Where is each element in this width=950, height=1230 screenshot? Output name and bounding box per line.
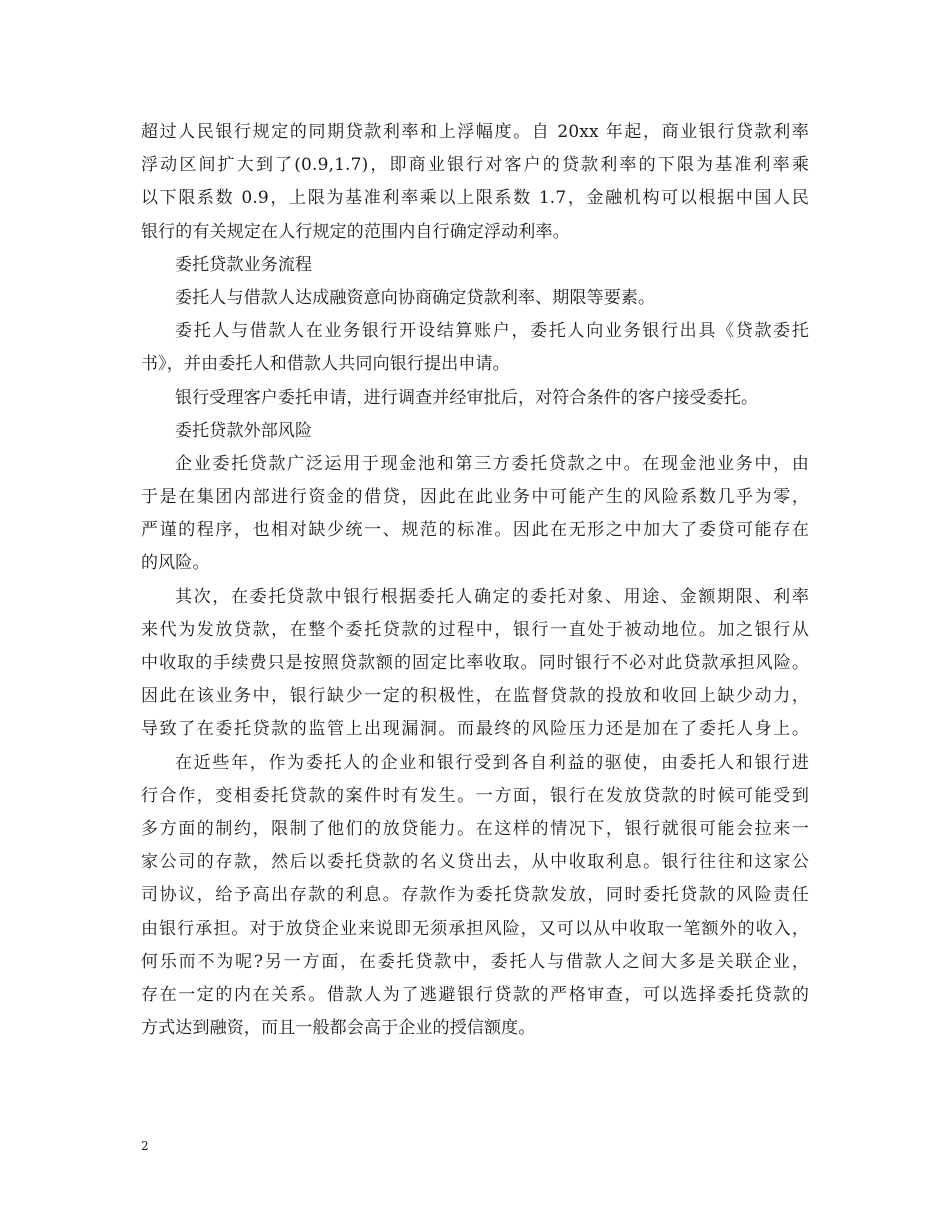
text-line: 其次，在委托贷款中银行根据委托人确定的委托对象、用途、金额期限、利率 — [175, 586, 809, 607]
text-line: 家公司的存款，然后以委托贷款的名义贷出去，从中收取利息。银行往往和这家公 — [141, 852, 809, 873]
text-line: 在近些年，作为委托人的企业和银行受到各自利益的驱使，由委托人和银行进 — [175, 752, 809, 773]
text-line: 多方面的制约，限制了他们的放贷能力。在这样的情况下，银行就很可能会拉来一 — [141, 818, 809, 839]
section-heading: 委托贷款外部风险 — [175, 420, 313, 441]
text-line: 委托人与借款人在业务银行开设结算账户，委托人向业务银行出具《贷款委托 — [175, 321, 809, 342]
text-line: 于是在集团内部进行资金的借贷，因此在此业务中可能产生的风险系数几乎为零， — [141, 487, 809, 508]
text-line: 导致了在委托贷款的监管上出现漏洞。而最终的风险压力还是加在了委托人身上。 — [141, 719, 809, 740]
text-line: 书》，并由委托人和借款人共同向银行提出申请。 — [141, 354, 510, 375]
section-heading: 委托贷款业务流程 — [175, 254, 313, 275]
text-line: 银行受理客户委托申请，进行调查并经审批后，对符合条件的客户接受委托。 — [175, 387, 759, 408]
text-line: 因此在该业务中，银行缺少一定的积极性，在监督贷款的投放和收回上缺少动力， — [141, 686, 809, 707]
text-line: 浮动区间扩大到了(0.9,1.7)，即商业银行对客户的贷款利率的下限为基准利率乘 — [141, 155, 809, 176]
text-line: 方式达到融资，而且一般都会高于企业的授信额度。 — [141, 1018, 536, 1039]
document-body — [141, 116, 809, 1045]
text-line: 存在一定的内在关系。借款人为了逃避银行贷款的严格审查，可以选择委托贷款的 — [141, 984, 809, 1005]
text-line: 来代为发放贷款，在整个委托贷款的过程中，银行一直处于被动地位。加之银行从 — [141, 619, 809, 640]
page-number: 2 — [141, 1139, 149, 1153]
text-line: 的风险。 — [141, 553, 210, 574]
text-line: 银行的有关规定在人行规定的范围内自行确定浮动利率。 — [141, 221, 570, 242]
text-line: 严谨的程序，也相对缺少统一、规范的标准。因此在无形之中加大了委贷可能存在 — [141, 520, 809, 541]
text-line: 何乐而不为呢?另一方面，在委托贷款中，委托人与借款人之间大多是关联企业， — [141, 951, 809, 972]
text-line: 以下限系数 0.9，上限为基准利率乘以上限系数 1.7，金融机构可以根据中国人民 — [141, 188, 809, 209]
text-line: 企业委托贷款广泛运用于现金池和第三方委托贷款之中。在现金池业务中，由 — [175, 453, 809, 474]
text-line: 行合作，变相委托贷款的案件时有发生。一方面，银行在发放贷款的时候可能受到 — [141, 785, 809, 806]
text-line: 超过人民银行规定的同期贷款利率和上浮幅度。自 20xx 年起，商业银行贷款利率 — [141, 122, 809, 142]
text-line: 由银行承担。对于放贷企业来说即无须承担风险，又可以从中收取一笔额外的收入， — [141, 918, 809, 939]
text-line: 委托人与借款人达成融资意向协商确定贷款利率、期限等要素。 — [175, 287, 656, 308]
text-line: 中收取的手续费只是按照贷款额的固定比率收取。同时银行不必对此贷款承担风险。 — [141, 653, 809, 673]
text-line: 司协议，给予高出存款的利息。存款作为委托贷款发放，同时委托贷款的风险责任 — [141, 885, 809, 906]
